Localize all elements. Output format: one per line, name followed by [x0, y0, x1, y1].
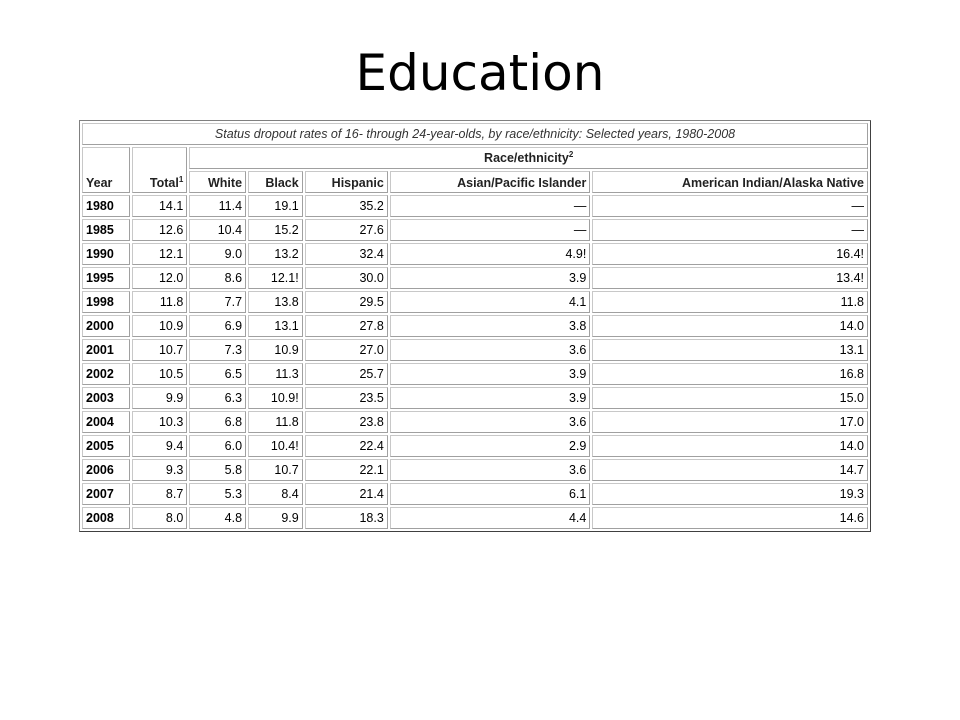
cell-asian-pacific-islander: 3.9: [390, 363, 591, 385]
table-row: [82, 219, 868, 241]
cell-hispanic: 23.5: [305, 387, 388, 409]
table-row: [82, 339, 868, 361]
cell-year: 1985: [82, 219, 130, 241]
cell-total: 10.9: [132, 315, 188, 337]
cell-black: 11.3: [248, 363, 303, 385]
cell-hispanic: 29.5: [305, 291, 388, 313]
cell-black: 8.4: [248, 483, 303, 505]
table-row: [82, 315, 868, 337]
cell-asian-pacific-islander: —: [390, 219, 591, 241]
cell-black: 10.9!: [248, 387, 303, 409]
cell-total: 12.0: [132, 267, 188, 289]
cell-white: 8.6: [189, 267, 246, 289]
cell-black: 13.2: [248, 243, 303, 265]
column-header-row: [82, 171, 868, 193]
col-header-asian-pacific-islander: Asian/Pacific Islander: [390, 171, 591, 193]
cell-asian-pacific-islander: 4.1: [390, 291, 591, 313]
cell-black: 9.9: [248, 507, 303, 529]
table-row: [82, 387, 868, 409]
cell-hispanic: 18.3: [305, 507, 388, 529]
col-header-black: Black: [248, 171, 303, 193]
cell-asian-pacific-islander: 4.4: [390, 507, 591, 529]
cell-black: 13.1: [248, 315, 303, 337]
cell-year: 1998: [82, 291, 130, 313]
cell-total: 8.7: [132, 483, 188, 505]
table-caption: Status dropout rates of 16- through 24-year-olds, by race/ethnicity: Selected years, 1980-2008: [82, 123, 868, 145]
group-header-row: [82, 147, 868, 169]
cell-year: 2001: [82, 339, 130, 361]
cell-total: 9.9: [132, 387, 188, 409]
table-row: [82, 411, 868, 433]
cell-black: 10.7: [248, 459, 303, 481]
cell-black: 10.9: [248, 339, 303, 361]
cell-black: 10.4!: [248, 435, 303, 457]
cell-year: 2002: [82, 363, 130, 385]
cell-year: 2004: [82, 411, 130, 433]
cell-year: 1995: [82, 267, 130, 289]
cell-black: 19.1: [248, 195, 303, 217]
table-row: [82, 483, 868, 505]
cell-total: 9.4: [132, 435, 188, 457]
cell-american-indian-alaska-native: 14.0: [592, 315, 868, 337]
cell-asian-pacific-islander: 3.6: [390, 411, 591, 433]
cell-year: 2007: [82, 483, 130, 505]
cell-asian-pacific-islander: —: [390, 195, 591, 217]
cell-black: 12.1!: [248, 267, 303, 289]
cell-white: 6.5: [189, 363, 246, 385]
cell-asian-pacific-islander: 3.6: [390, 459, 591, 481]
table-row: [82, 267, 868, 289]
cell-american-indian-alaska-native: 15.0: [592, 387, 868, 409]
col-header-hispanic: Hispanic: [305, 171, 388, 193]
cell-black: 11.8: [248, 411, 303, 433]
cell-hispanic: 22.4: [305, 435, 388, 457]
dropout-rates-table: [79, 120, 871, 532]
cell-hispanic: 30.0: [305, 267, 388, 289]
cell-hispanic: 22.1: [305, 459, 388, 481]
cell-hispanic: 35.2: [305, 195, 388, 217]
cell-american-indian-alaska-native: 19.3: [592, 483, 868, 505]
cell-white: 4.8: [189, 507, 246, 529]
cell-asian-pacific-islander: 3.6: [390, 339, 591, 361]
cell-hispanic: 23.8: [305, 411, 388, 433]
table-row: [82, 507, 868, 529]
cell-year: 1990: [82, 243, 130, 265]
cell-hispanic: 21.4: [305, 483, 388, 505]
cell-total: 11.8: [132, 291, 188, 313]
cell-american-indian-alaska-native: 17.0: [592, 411, 868, 433]
col-header-american-indian-alaska-native: American Indian/Alaska Native: [592, 171, 868, 193]
table-row: [82, 243, 868, 265]
table-body: [82, 195, 868, 529]
cell-total: 12.6: [132, 219, 188, 241]
cell-american-indian-alaska-native: 16.8: [592, 363, 868, 385]
caption-row: [82, 123, 868, 145]
cell-total: 10.3: [132, 411, 188, 433]
cell-white: 7.7: [189, 291, 246, 313]
cell-american-indian-alaska-native: —: [592, 195, 868, 217]
cell-total: 14.1: [132, 195, 188, 217]
col-header-year: Year: [82, 147, 130, 193]
cell-white: 9.0: [189, 243, 246, 265]
col-header-white: White: [189, 171, 246, 193]
cell-white: 6.3: [189, 387, 246, 409]
cell-american-indian-alaska-native: 16.4!: [592, 243, 868, 265]
cell-year: 2005: [82, 435, 130, 457]
cell-asian-pacific-islander: 3.9: [390, 267, 591, 289]
cell-total: 10.7: [132, 339, 188, 361]
cell-asian-pacific-islander: 2.9: [390, 435, 591, 457]
cell-year: 1980: [82, 195, 130, 217]
footnote-marker: 1: [178, 174, 184, 184]
cell-hispanic: 25.7: [305, 363, 388, 385]
table-row: [82, 363, 868, 385]
cell-total: 8.0: [132, 507, 188, 529]
col-group-race-ethnicity: Race/ethnicity$^2$: [189, 147, 868, 169]
cell-american-indian-alaska-native: 14.0: [592, 435, 868, 457]
footnote-marker: 2: [568, 149, 574, 159]
cell-asian-pacific-islander: 4.9!: [390, 243, 591, 265]
cell-white: 6.9: [189, 315, 246, 337]
cell-white: 5.3: [189, 483, 246, 505]
cell-hispanic: 32.4: [305, 243, 388, 265]
table-row: [82, 459, 868, 481]
cell-american-indian-alaska-native: 14.6: [592, 507, 868, 529]
cell-total: 9.3: [132, 459, 188, 481]
cell-hispanic: 27.0: [305, 339, 388, 361]
col-header-total: Total$^1$: [132, 147, 188, 193]
cell-asian-pacific-islander: 3.9: [390, 387, 591, 409]
dropout-table-container: [79, 120, 871, 532]
cell-american-indian-alaska-native: 13.1: [592, 339, 868, 361]
cell-year: 2006: [82, 459, 130, 481]
cell-year: 2003: [82, 387, 130, 409]
table-row: [82, 195, 868, 217]
cell-american-indian-alaska-native: —: [592, 219, 868, 241]
cell-asian-pacific-islander: 3.8: [390, 315, 591, 337]
cell-asian-pacific-islander: 6.1: [390, 483, 591, 505]
cell-white: 7.3: [189, 339, 246, 361]
cell-american-indian-alaska-native: 11.8: [592, 291, 868, 313]
cell-total: 10.5: [132, 363, 188, 385]
cell-american-indian-alaska-native: 14.7: [592, 459, 868, 481]
cell-hispanic: 27.6: [305, 219, 388, 241]
cell-american-indian-alaska-native: 13.4!: [592, 267, 868, 289]
cell-white: 6.0: [189, 435, 246, 457]
cell-year: 2008: [82, 507, 130, 529]
cell-year: 2000: [82, 315, 130, 337]
table-row: [82, 435, 868, 457]
cell-hispanic: 27.8: [305, 315, 388, 337]
cell-white: 6.8: [189, 411, 246, 433]
cell-white: 5.8: [189, 459, 246, 481]
cell-white: 10.4: [189, 219, 246, 241]
cell-black: 13.8: [248, 291, 303, 313]
table-row: [82, 291, 868, 313]
cell-black: 15.2: [248, 219, 303, 241]
cell-white: 11.4: [189, 195, 246, 217]
cell-total: 12.1: [132, 243, 188, 265]
slide-title: Education: [355, 44, 605, 102]
